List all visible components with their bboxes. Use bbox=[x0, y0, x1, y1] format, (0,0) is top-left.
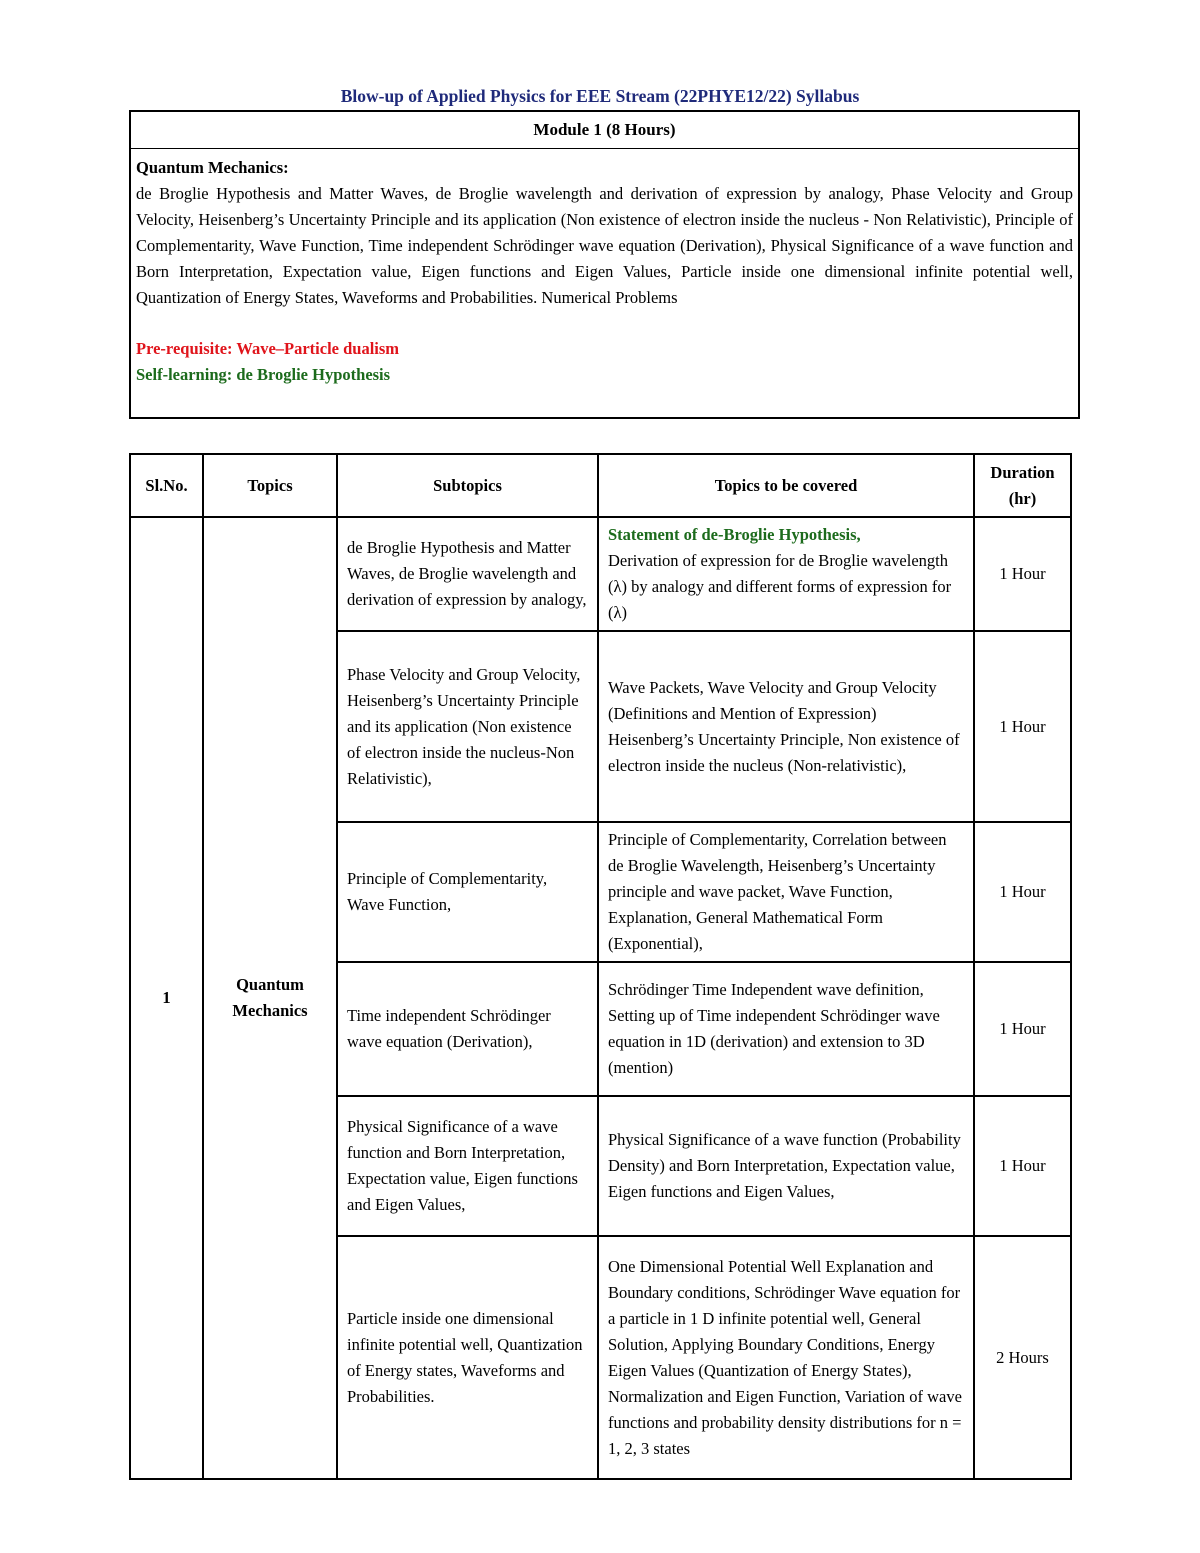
duration-cell: 1 Hour bbox=[974, 1096, 1071, 1236]
covered-cell bbox=[598, 517, 974, 631]
module-summary-box bbox=[129, 110, 1080, 419]
header-topics-covered: Topics to be covered bbox=[598, 454, 974, 517]
subtopic-cell: Phase Velocity and Group Velocity, Heisenberg’s Uncertainty Principle and its application (Non existence of electron inside the nucleus-Non Relativistic), bbox=[337, 631, 598, 822]
duration-cell: 1 Hour bbox=[974, 631, 1071, 822]
covered-highlight: Statement of de-Broglie Hypothesis, bbox=[608, 525, 861, 544]
covered-cell: Schrödinger Time Independent wave definition, Setting up of Time independent Schrödinger wave equation in 1D (derivation) and extension to 3D (mention) bbox=[598, 962, 974, 1096]
covered-cell: Wave Packets, Wave Velocity and Group Velocity (Definitions and Mention of Expression) Heisenberg’s Uncertainty Principle, Non existence of electron inside the nucleus (Non-relativistic), bbox=[598, 631, 974, 822]
covered-cell: Physical Significance of a wave function (Probability Density) and Born Interpretation, Expectation value, Eigen functions and Eigen Values, bbox=[598, 1096, 974, 1236]
module-heading: Module 1 (8 Hours) bbox=[131, 112, 1078, 149]
prerequisite-text: Pre-requisite: Wave–Particle dualism bbox=[136, 339, 400, 358]
table-header-row bbox=[130, 454, 1071, 517]
duration-cell: 1 Hour bbox=[974, 517, 1071, 631]
duration-cell: 1 Hour bbox=[974, 962, 1071, 1096]
covered-cell: One Dimensional Potential Well Explanation and Boundary conditions, Schrödinger Wave equation for a particle in 1 D infinite potential well, General Solution, Applying Boundary Conditions, Energy Eigen Values (Quantization of Energy States), Normalization and Eigen Function, Variation of wave functions and probability density distributions for n = 1, 2, 3 states bbox=[598, 1236, 974, 1479]
subtopic-cell: Physical Significance of a wave function and Born Interpretation, Expectation value, Eigen functions and Eigen Values, bbox=[337, 1096, 598, 1236]
header-subtopics: Subtopics bbox=[337, 454, 598, 517]
subtopic-cell: Particle inside one dimensional infinite potential well, Quantization of Energy states, Waveforms and Probabilities. bbox=[337, 1236, 598, 1479]
module-description: de Broglie Hypothesis and Matter Waves, de Broglie wavelength and derivation of expression by analogy, Phase Velocity and Group Velocity, Heisenberg’s Uncertainty Principle and its application (Non existence of electron inside the nucleus - Non Relativistic), Principle of Complementarity, Wave Function, Time independent Schrödinger wave equation (Derivation), Physical Significance of a wave function and Born Interpretation, Expectation value, Eigen functions and Eigen Values, Particle inside one dimensional infinite potential well, Quantization of Energy States, Waveforms and Probabilities. Numerical Problems bbox=[136, 184, 1073, 307]
header-duration: Duration (hr) bbox=[974, 454, 1071, 517]
syllabus-table bbox=[129, 453, 1072, 1480]
subtopic-cell: Time independent Schrödinger wave equation (Derivation), bbox=[337, 962, 598, 1096]
covered-text: Derivation of expression for de Broglie wavelength (λ) by analogy and different forms of expression for (λ) bbox=[608, 551, 952, 622]
header-topics: Topics bbox=[203, 454, 337, 517]
topic-cell: Quantum Mechanics bbox=[203, 517, 337, 1479]
duration-cell: 2 Hours bbox=[974, 1236, 1071, 1479]
header-slno: Sl.No. bbox=[130, 454, 203, 517]
covered-cell: Principle of Complementarity, Correlation between de Broglie Wavelength, Heisenberg’s Uncertainty principle and wave packet, Wave Function, Explanation, General Mathematical Form (Exponential), bbox=[598, 822, 974, 962]
subtopic-cell: Principle of Complementarity, Wave Function, bbox=[337, 822, 598, 962]
module-body bbox=[131, 149, 1078, 388]
self-learning-text: Self-learning: de Broglie Hypothesis bbox=[136, 365, 391, 384]
slno-cell: 1 bbox=[130, 517, 203, 1479]
table-row bbox=[130, 517, 1071, 631]
page-title: Blow-up of Applied Physics for EEE Stream (22PHYE12/22) Syllabus bbox=[340, 86, 860, 106]
module-section-title: Quantum Mechanics: bbox=[136, 158, 289, 177]
duration-cell: 1 Hour bbox=[974, 822, 1071, 962]
subtopic-cell: de Broglie Hypothesis and Matter Waves, de Broglie wavelength and derivation of expression by analogy, bbox=[337, 517, 598, 631]
